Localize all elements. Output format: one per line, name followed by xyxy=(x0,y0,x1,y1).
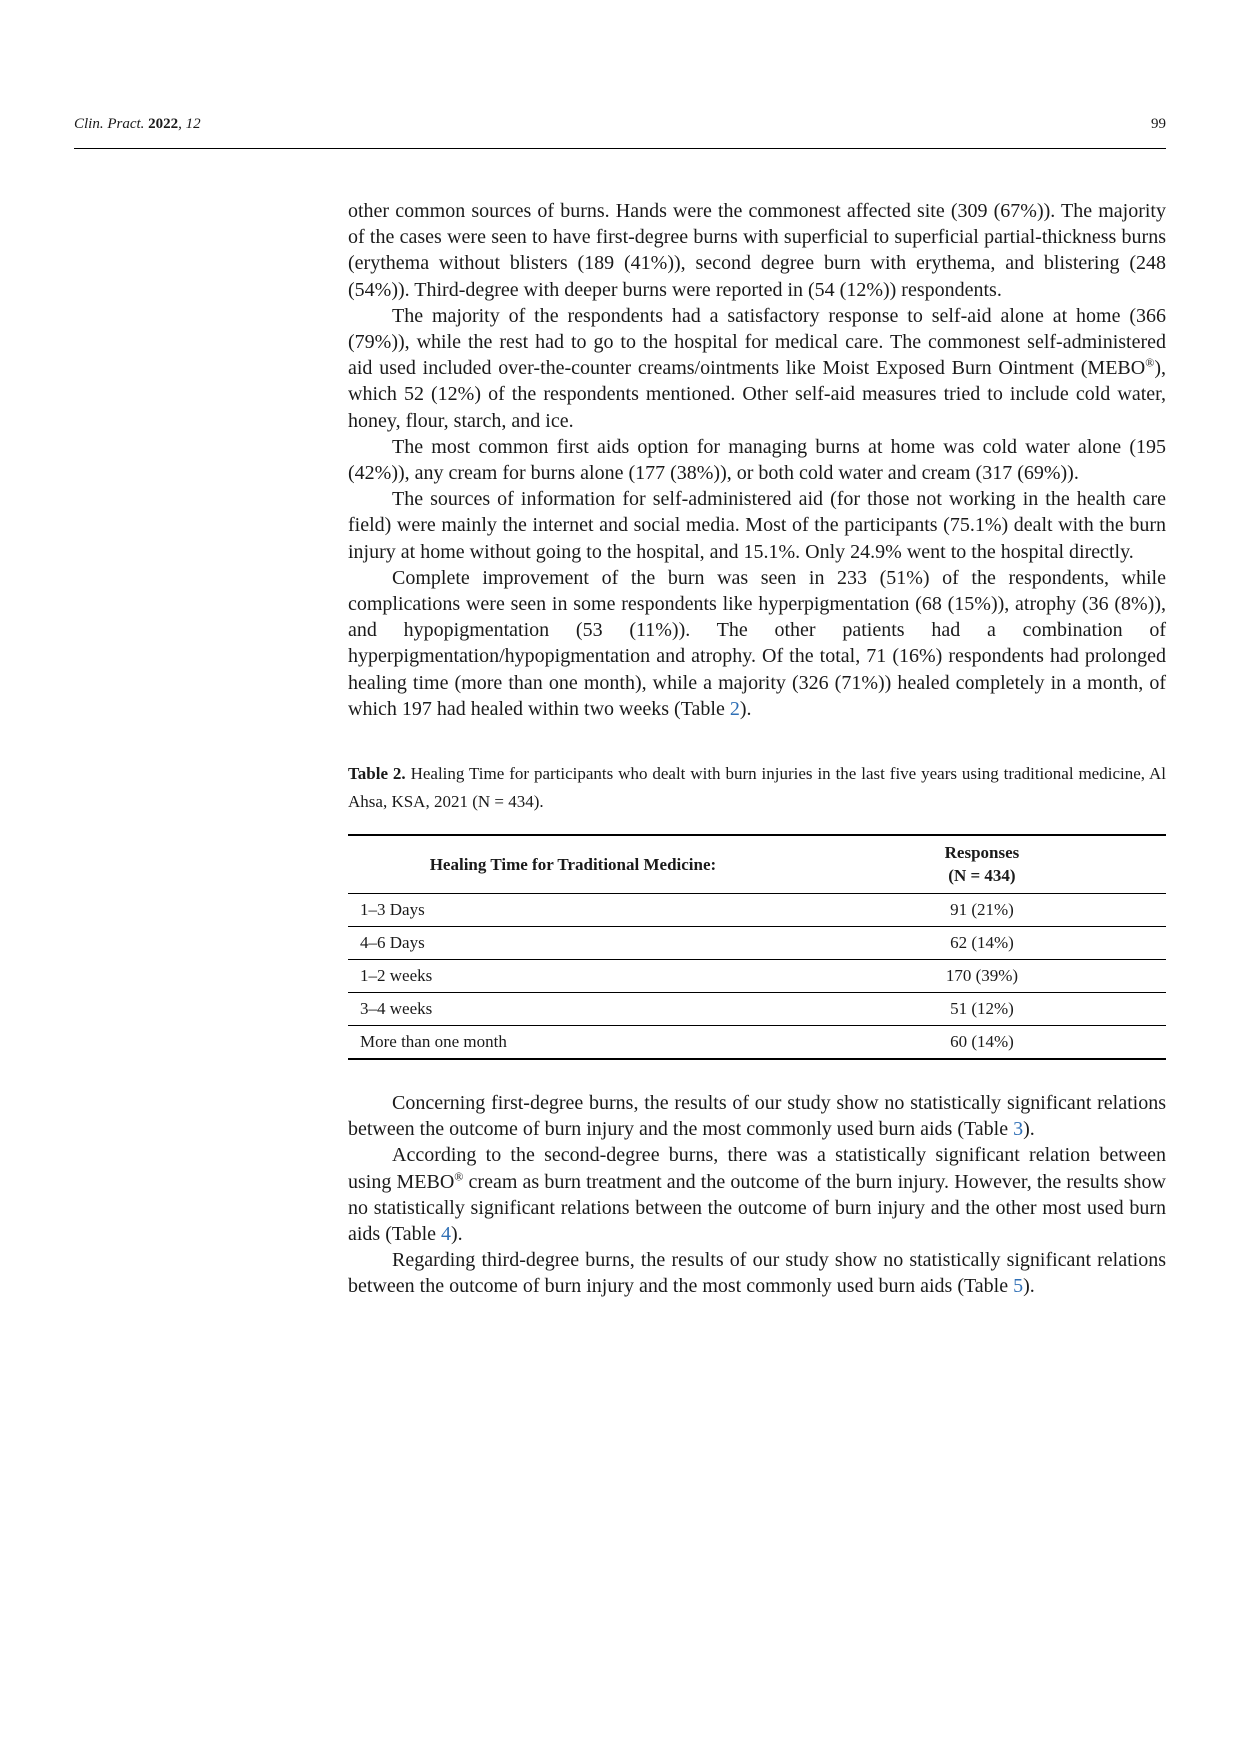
main-text-column xyxy=(348,198,1166,1300)
table-reference-link[interactable]: 2 xyxy=(729,697,740,720)
table-row xyxy=(348,927,1166,960)
body-paragraph xyxy=(348,565,1166,722)
responses-cell: 62 (14%) xyxy=(798,927,1166,960)
table-row xyxy=(348,894,1166,927)
body-paragraph xyxy=(348,486,1166,565)
paragraph-text: According to the second-degree burns, there was a statistically significant relation between using MEBO xyxy=(348,1144,1166,1193)
page-header xyxy=(74,114,1166,149)
registered-mark: ® xyxy=(454,1169,464,1184)
table-row xyxy=(348,960,1166,993)
paragraph-text: Complete improvement of the burn was seen in 233 (51%) of the respondents, while complications were seen in some respondents like hyperpigmentation (68 (15%)), atrophy (36 (8%)), and hypopigmentation (53 (11%)). The other patients had a combination of hyperpigmentation/hypopigmentation and atrophy. Of the total, 71 (16%) respondents had prolonged healing time (more than one month), while a majority (326 (71%)) healed completely in a month, of which 197 had healed within two weeks (Table xyxy=(348,566,1166,720)
body-paragraph xyxy=(348,1090,1166,1142)
healing-time-cell: 4–6 Days xyxy=(348,927,798,960)
page-number: 99 xyxy=(1151,116,1166,132)
healing-time-cell: 1–2 weeks xyxy=(348,960,798,993)
table-row xyxy=(348,1026,1166,1060)
registered-mark: ® xyxy=(1145,355,1155,370)
body-paragraph xyxy=(348,1247,1166,1299)
paragraph-text: ). xyxy=(451,1223,463,1246)
paragraph-text: Regarding third-degree burns, the results of our study show no statistically significant relations between the outcome of burn injury and the most commonly used burn aids (Table xyxy=(348,1249,1166,1298)
healing-time-cell: More than one month xyxy=(360,1031,507,1051)
responses-cell: 60 (14%) xyxy=(950,1031,1014,1051)
table-2-caption xyxy=(348,760,1166,816)
healing-time-cell: 1–3 Days xyxy=(348,894,798,927)
paragraph-text: cream as burn treatment and the outcome of the burn injury. However, the results show no statistically significant relations between the outcome of burn injury and the other most used burn aids (Table xyxy=(348,1170,1166,1246)
table-2-caption-label: Table 2. xyxy=(348,764,406,784)
paragraph-text: ). xyxy=(1023,1275,1035,1298)
paragraphs-before-table xyxy=(348,198,1166,722)
responses-cell: 91 (21%) xyxy=(798,894,1166,927)
table-row xyxy=(348,993,1166,1026)
responses-cell: 51 (12%) xyxy=(798,993,1166,1026)
table-2-caption-text: Healing Time for participants who dealt with burn injuries in the last five years using traditional medicine, Al Ahsa, KSA, 2021 (N = 434). xyxy=(348,764,1166,812)
col-header-healing-time: Healing Time for Traditional Medicine: xyxy=(348,835,798,894)
responses-cell: 170 (39%) xyxy=(798,960,1166,993)
table-reference-link[interactable]: 5 xyxy=(1013,1275,1024,1298)
paragraph-text: ), which 52 (12%) of the respondents mentioned. Other self-aid measures tried to include cold water, honey, flour, starch, and ice. xyxy=(348,357,1166,432)
paragraph-text: The sources of information for self-administered aid (for those not working in the health care field) were mainly the internet and social media. Most of the participants (75.1%) dealt with the burn injury at home without going to the hospital, and 15.1%. Only 24.9% went to the hospital directly. xyxy=(348,488,1166,563)
col-header-responses-line2: (N = 434) xyxy=(948,866,1016,886)
journal-citation: Clin. Pract. 2022, 12 xyxy=(74,116,201,132)
paragraph-text: The majority of the respondents had a satisfactory response to self-aid alone at home (366 (79%)), while the rest had to go to the hospital for medical care. The commonest self-administered aid used included over-the-counter creams/ointments like Moist Exposed Burn Ointment (MEBO xyxy=(348,304,1166,380)
paragraph-text: ). xyxy=(1023,1118,1035,1141)
body-paragraph xyxy=(348,303,1166,434)
paragraph-text: ). xyxy=(739,697,752,720)
paragraphs-after-table xyxy=(348,1090,1166,1300)
journal-volume: 12 xyxy=(185,116,201,132)
paragraph-text: Concerning first-degree burns, the results of our study show no statistically significant relations between the outcome of burn injury and the most commonly used burn aids (Table xyxy=(348,1092,1166,1141)
body-paragraph xyxy=(348,1142,1166,1247)
table-2-body xyxy=(348,894,1166,1060)
body-paragraph xyxy=(348,198,1166,303)
col-header-responses xyxy=(798,835,1166,894)
paragraph-text: The most common first aids option for managing burns at home was cold water alone (195 (42%)), any cream for burns alone (177 (38%)), or both cold water and cream (317 (69%)). xyxy=(348,435,1166,485)
table-2 xyxy=(348,834,1166,1060)
paragraph-text: other common sources of burns. Hands were the commonest affected site (309 (67%)). The majority of the cases were seen to have first-degree burns with superficial to superficial partial-thickness burns (erythema without blisters (189 (41%)), second degree burn with erythema, and blistering (248 (54%)). Third-degree with deeper burns were reported in (54 (12%)) respondents. xyxy=(348,200,1166,301)
table-reference-link[interactable]: 3 xyxy=(1013,1118,1024,1141)
table-reference-link[interactable]: 4 xyxy=(441,1223,452,1246)
healing-time-cell: 3–4 weeks xyxy=(348,993,798,1026)
table-header-row xyxy=(348,835,1166,894)
col-header-responses-line1: Responses xyxy=(944,843,1020,863)
journal-abbrev: Clin. Pract. xyxy=(74,116,145,132)
body-paragraph xyxy=(348,434,1166,486)
journal-year: 2022 xyxy=(148,116,179,132)
